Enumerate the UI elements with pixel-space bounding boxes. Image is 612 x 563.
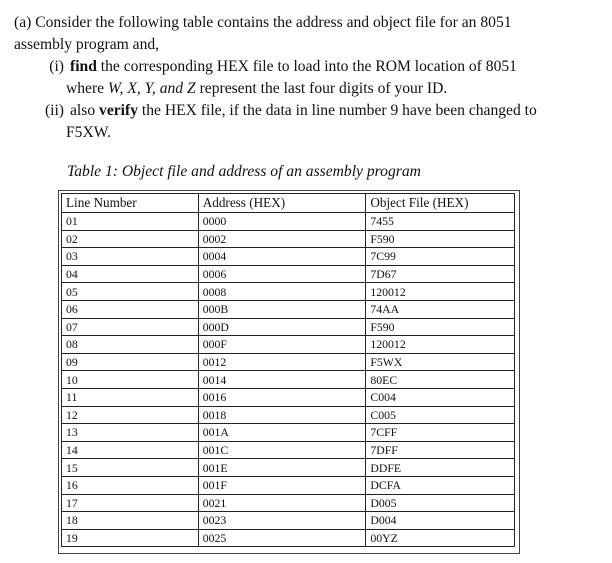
item-i-bold: find — [70, 58, 97, 75]
cell-object-file: 120012 — [366, 283, 515, 301]
header-object-file: Object File (HEX) — [366, 194, 515, 213]
cell-address: 0006 — [198, 265, 366, 283]
cell-address: 0004 — [198, 248, 366, 266]
cell-object-file: D004 — [366, 512, 515, 530]
item-i-number: (i) — [49, 58, 64, 75]
cell-object-file: C005 — [366, 406, 515, 424]
table-row — [62, 476, 515, 494]
cell-line-number: 08 — [62, 336, 199, 354]
cell-object-file: 120012 — [366, 336, 515, 354]
cell-address: 0023 — [198, 512, 366, 530]
cell-address: 001A — [198, 424, 366, 442]
object-file-table — [61, 193, 515, 547]
cell-line-number: 04 — [62, 265, 199, 283]
table-row — [62, 230, 515, 248]
table-row — [62, 353, 515, 371]
cell-address: 0016 — [198, 388, 366, 406]
cell-object-file: 7DFF — [366, 441, 515, 459]
item-ii-number: (ii) — [44, 102, 64, 119]
cell-address: 000D — [198, 318, 366, 336]
question-line-2: assembly program and, — [14, 36, 160, 53]
table-row — [62, 512, 515, 530]
cell-line-number: 13 — [62, 424, 199, 442]
cell-object-file: DCFA — [366, 476, 515, 494]
cell-object-file: 7455 — [366, 213, 515, 231]
table-row — [62, 459, 515, 477]
cell-line-number: 12 — [62, 406, 199, 424]
cell-address: 0008 — [198, 283, 366, 301]
cell-line-number: 15 — [62, 459, 199, 477]
table-row — [62, 424, 515, 442]
cell-line-number: 06 — [62, 300, 199, 318]
cell-line-number: 10 — [62, 371, 199, 389]
table-row — [62, 406, 515, 424]
item-i-text-b-pre: where — [66, 80, 108, 97]
cell-object-file: F5WX — [366, 353, 515, 371]
question-item-ii-cont: F5XW. — [66, 124, 111, 141]
cell-object-file: 80EC — [366, 371, 515, 389]
cell-line-number: 09 — [62, 353, 199, 371]
cell-object-file: 7D67 — [366, 265, 515, 283]
cell-line-number: 11 — [62, 388, 199, 406]
cell-address: 001F — [198, 476, 366, 494]
cell-line-number: 16 — [62, 476, 199, 494]
cell-line-number: 18 — [62, 512, 199, 530]
item-ii-bold: verify — [99, 102, 138, 119]
cell-object-file: D005 — [366, 494, 515, 512]
cell-address: 0000 — [198, 213, 366, 231]
table-row — [62, 265, 515, 283]
table-row — [62, 248, 515, 266]
cell-address: 0025 — [198, 529, 366, 547]
item-i-text-b-post: represent the last four digits of your ID. — [195, 80, 448, 97]
cell-object-file: 7C99 — [366, 248, 515, 266]
header-address: Address (HEX) — [198, 194, 366, 213]
item-ii-text-a: the HEX file, if the data in line number 9 have been changed to — [138, 102, 537, 119]
question-item-ii — [14, 100, 604, 122]
table-caption: Table 1: Object file and address of an assembly program — [67, 163, 421, 180]
header-line-number: Line Number — [62, 194, 199, 213]
table-header-row — [62, 194, 515, 213]
cell-address: 0012 — [198, 353, 366, 371]
table-row — [62, 529, 515, 547]
cell-line-number: 19 — [62, 529, 199, 547]
cell-object-file: C004 — [366, 388, 515, 406]
table-row — [62, 336, 515, 354]
cell-line-number: 01 — [62, 213, 199, 231]
item-i-text-a: the corresponding HEX file to load into the ROM location of 8051 — [96, 58, 517, 75]
cell-address: 001E — [198, 459, 366, 477]
cell-object-file: 00YZ — [366, 529, 515, 547]
table-row — [62, 283, 515, 301]
table-row — [62, 371, 515, 389]
cell-address: 000B — [198, 300, 366, 318]
cell-address: 0021 — [198, 494, 366, 512]
cell-line-number: 03 — [62, 248, 199, 266]
cell-line-number: 07 — [62, 318, 199, 336]
table-row — [62, 318, 515, 336]
table-row — [62, 441, 515, 459]
cell-object-file: F590 — [366, 318, 515, 336]
cell-line-number: 02 — [62, 230, 199, 248]
cell-line-number: 17 — [62, 494, 199, 512]
cell-object-file: F590 — [366, 230, 515, 248]
cell-address: 001C — [198, 441, 366, 459]
cell-line-number: 14 — [62, 441, 199, 459]
table-row — [62, 388, 515, 406]
cell-line-number: 05 — [62, 283, 199, 301]
question-item-i-cont — [14, 78, 604, 100]
cell-address: 0014 — [198, 371, 366, 389]
table-row — [62, 300, 515, 318]
cell-object-file: 7CFF — [366, 424, 515, 442]
cell-address: 0018 — [198, 406, 366, 424]
question-text — [14, 12, 604, 144]
table-row — [62, 213, 515, 231]
cell-object-file: DDFE — [366, 459, 515, 477]
question-line-1: (a) Consider the following table contains the address and object file for an 8051 — [14, 14, 512, 31]
cell-address: 000F — [198, 336, 366, 354]
item-i-vars: W, X, Y, and Z — [108, 80, 196, 97]
item-ii-pre: also — [70, 102, 100, 119]
cell-object-file: 74AA — [366, 300, 515, 318]
table-row — [62, 494, 515, 512]
cell-address: 0002 — [198, 230, 366, 248]
question-item-i — [14, 56, 604, 78]
